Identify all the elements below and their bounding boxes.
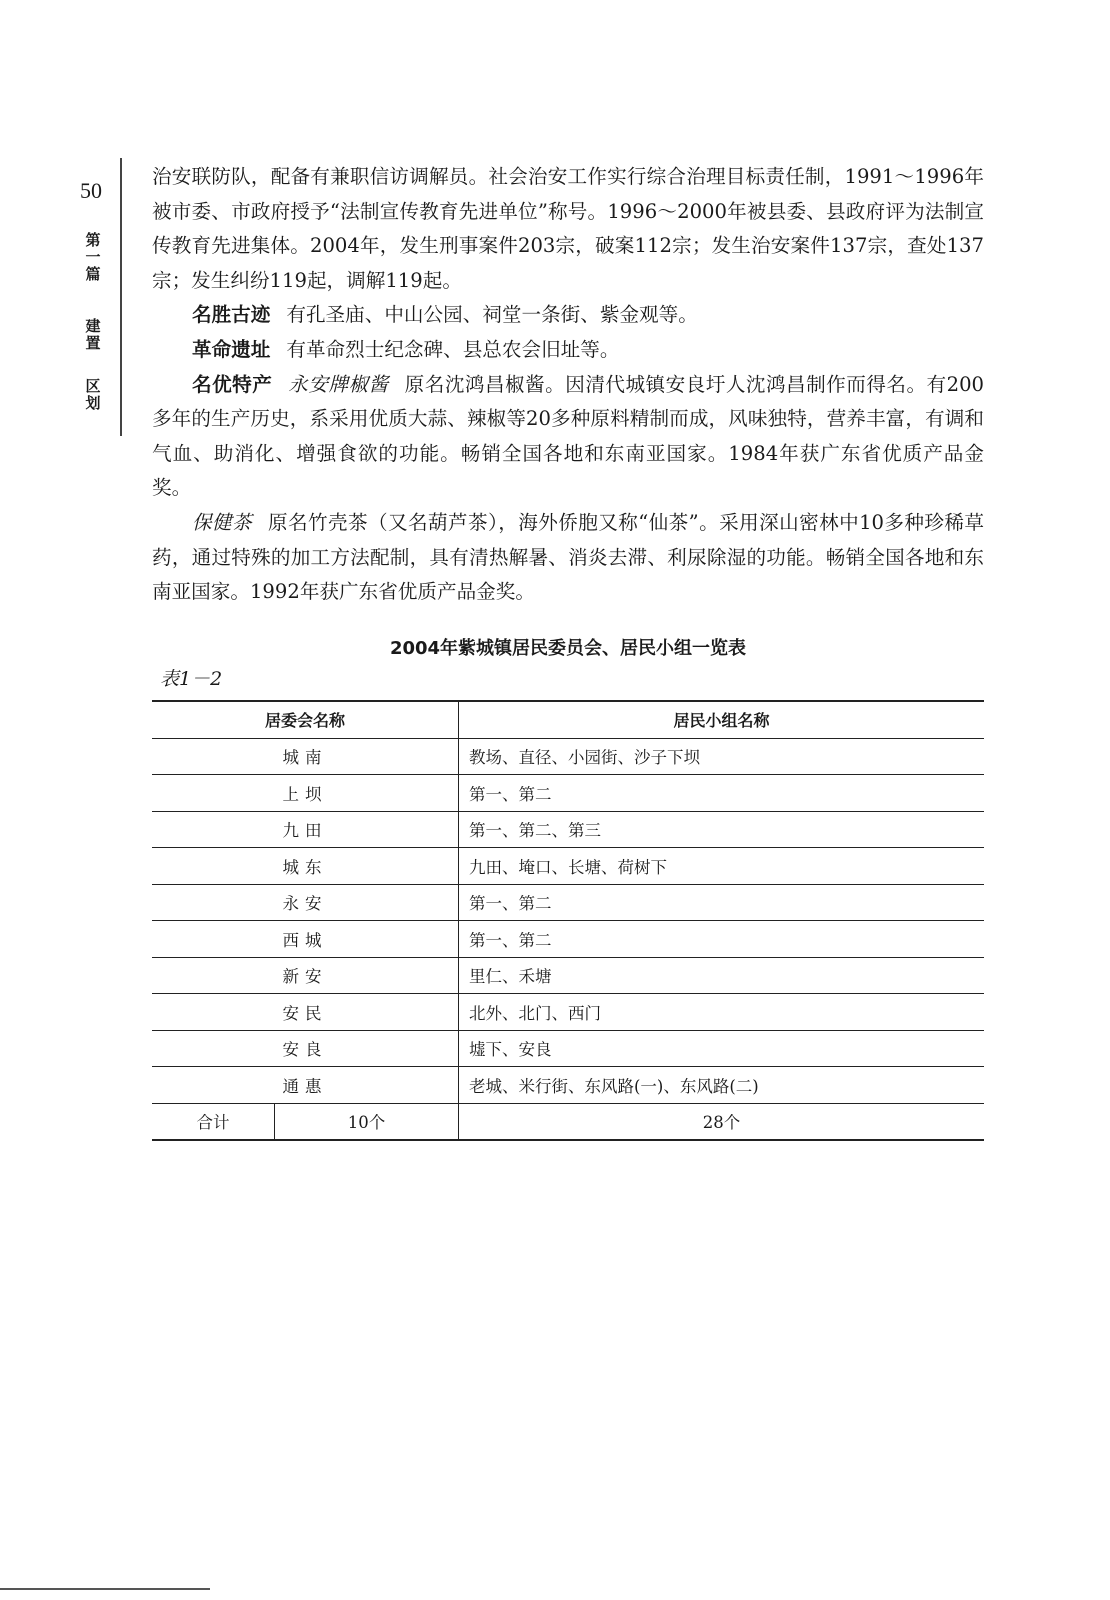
table-row <box>152 994 984 1031</box>
table-number: 表1－2 <box>160 668 223 690</box>
paragraph-specialty-tea <box>152 506 984 610</box>
table-row <box>152 957 984 994</box>
page-number: 50 <box>80 178 102 203</box>
table-total-row <box>152 1103 984 1140</box>
total-groups: 28个 <box>459 1103 985 1140</box>
paragraph-public-security: 治安联防队，配备有兼职信访调解员。社会治安工作实行综合治理目标责任制，1991～1996年被市委、市政府授予“法制宣传教育先进单位”称号。1996～2000年被县委、县政府评为法制宣传教育先进集体。2004年，发生刑事案件203宗，破案112宗；发生治安案件137宗，查处137宗；发生纠纷119起，调解119起。 <box>152 165 984 292</box>
table-row <box>152 811 984 848</box>
groups-cell: 老城、米行街、东风路(一)、东风路(二) <box>459 1067 985 1104</box>
table-header-row <box>152 701 984 738</box>
groups-cell: 第一、第二 <box>459 921 985 958</box>
chili-sauce-text: 原名沈鸿昌椒酱。因清代城镇安良圩人沈鸿昌制作而得名。有200多年的生产历史，系采用优质大蒜、辣椒等20多种原料精制而成，风味独特，营养丰富，有调和气血、助消化、增强食欲的功能。畅销全国各地和东南亚国家。1984年获广东省优质产品金奖。 <box>152 372 985 500</box>
total-split <box>152 1104 458 1140</box>
table-row <box>152 884 984 921</box>
committee-cell: 西城 <box>152 921 459 958</box>
heading-revolutionary-sites: 革命遗址 <box>192 337 271 361</box>
groups-cell: 墟下、安良 <box>459 1030 985 1067</box>
heading-specialties: 名优特产 <box>192 372 273 396</box>
committee-cell: 上坝 <box>152 775 459 812</box>
groups-cell: 第一、第二 <box>459 884 985 921</box>
groups-cell: 里仁、禾塘 <box>459 957 985 994</box>
scan-edge-line <box>0 1588 210 1590</box>
residents-committee-table <box>152 700 984 1141</box>
committee-cell: 新安 <box>152 957 459 994</box>
groups-cell: 第一、第二 <box>459 775 985 812</box>
committee-cell: 安民 <box>152 994 459 1031</box>
health-tea-text: 原名竹壳茶（又名葫芦茶），海外侨胞又称“仙茶”。采用深山密林中10多种珍稀草药，通过特殊的加工方法配制，具有清热解暑、消炎去滞、利尿除湿的功能。畅销全国各地和东南亚国家。1992年获广东省优质产品金奖。 <box>152 510 985 604</box>
table-row <box>152 775 984 812</box>
scenic-spots-text: 有孔圣庙、中山公园、祠堂一条街、紫金观等。 <box>286 303 698 327</box>
committee-cell: 安良 <box>152 1030 459 1067</box>
groups-cell: 教场、直径、小园街、沙子下坝 <box>459 738 985 775</box>
groups-cell: 九田、埯口、长塘、荷树下 <box>459 848 985 885</box>
committee-cell: 城南 <box>152 738 459 775</box>
body-text <box>152 160 984 610</box>
chapter-label: 建 置 <box>85 317 101 352</box>
revolutionary-sites-text: 有革命烈士纪念碑、县总农会旧址等。 <box>286 337 620 361</box>
section-label: 区 划 <box>85 377 101 412</box>
margin-rule <box>120 158 122 436</box>
total-committees: 10个 <box>347 1113 386 1133</box>
header-groups: 居民小组名称 <box>459 701 985 738</box>
table-row <box>152 738 984 775</box>
committee-cell: 九田 <box>152 811 459 848</box>
subhead-health-tea: 保健茶 <box>192 510 253 534</box>
table-row <box>152 848 984 885</box>
paragraph-specialty-sauce <box>152 368 984 506</box>
header-committee: 居委会名称 <box>152 701 459 738</box>
table-title: 2004年紫城镇居民委员会、居民小组一览表 <box>389 638 747 659</box>
committee-cell: 永安 <box>152 884 459 921</box>
table-row <box>152 1067 984 1104</box>
committee-cell: 通惠 <box>152 1067 459 1104</box>
heading-scenic-spots: 名胜古迹 <box>192 303 271 327</box>
paragraph-revolutionary-sites <box>152 333 984 368</box>
table-row <box>152 921 984 958</box>
total-committee-cell <box>152 1103 459 1140</box>
subhead-chili-sauce: 永安牌椒酱 <box>288 372 389 396</box>
groups-cell: 第一、第二、第三 <box>459 811 985 848</box>
paragraph-scenic-spots <box>152 298 984 333</box>
table-row <box>152 1030 984 1067</box>
groups-cell: 北外、北门、西门 <box>459 994 985 1031</box>
committee-cell: 城东 <box>152 848 459 885</box>
total-label: 合计 <box>152 1104 275 1140</box>
part-label: 第 一 篇 <box>85 231 101 283</box>
